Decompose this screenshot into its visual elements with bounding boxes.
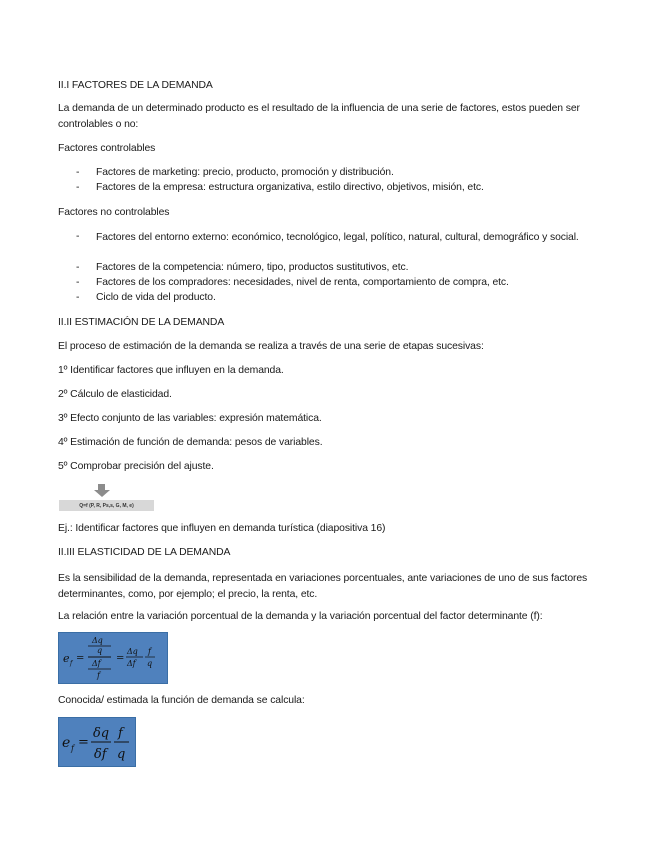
elasticity-derivative-formula-image <box>58 717 136 767</box>
bullet-dash: - <box>76 182 80 193</box>
section-intro-elasticidad: Es la sensibilidad de la demanda, representada en variaciones porcentuales, ante variaciones de uno de sus factores determinantes, como, por ejemplo; el precio, la renta, etc. <box>58 573 588 600</box>
relation-text: La relación entre la variación porcentual de la demanda y la variación porcentual del factor determinante (f): <box>58 611 543 622</box>
known-text: Conocida/ estimada la función de demanda se calcula: <box>58 695 305 706</box>
controllable-heading: Factores controlables <box>58 143 156 154</box>
svg-text:=: = <box>76 653 85 664</box>
svg-text:e: e <box>62 735 71 751</box>
svg-text:Δq: Δq <box>92 636 103 645</box>
step-item: 3º Efecto conjunto de las variables: expresión matemática. <box>58 413 322 424</box>
svg-text:=: = <box>78 735 89 750</box>
example-text: Ej.: Identificar factores que influyen en demanda turística (diapositiva 16) <box>58 523 386 534</box>
svg-text:Δf: Δf <box>127 659 136 668</box>
svg-text:Δf: Δf <box>92 659 101 668</box>
svg-text:δf: δf <box>94 747 107 762</box>
uncontrollable-heading: Factores no controlables <box>58 207 170 218</box>
list-item-text: Factores de marketing: precio, producto, promoción y distribución. <box>96 167 394 178</box>
section-title-factores: II.I FACTORES DE LA DEMANDA <box>58 80 213 91</box>
bullet-dash: - <box>76 231 80 242</box>
svg-text:q: q <box>147 659 153 668</box>
svg-text:q: q <box>97 646 103 655</box>
step-item: 4º Estimación de función de demanda: pesos de variables. <box>58 437 323 448</box>
svg-text:e: e <box>63 652 70 665</box>
bullet-dash: - <box>76 262 80 273</box>
bullet-dash: - <box>76 292 80 303</box>
step-item: 5º Comprobar precisión del ajuste. <box>58 461 214 472</box>
svg-text:f: f <box>118 726 123 741</box>
section-title-elasticidad: II.III ELASTICIDAD DE LA DEMANDA <box>58 547 231 558</box>
svg-text:f: f <box>70 660 73 667</box>
svg-text:q: q <box>117 747 126 762</box>
bullet-dash: - <box>76 167 80 178</box>
list-item-text: Factores del entorno externo: económico, tecnológico, legal, político, natural, cultural, demográfico y social. <box>96 232 579 243</box>
list-item-text: Factores de los compradores: necesidades, nivel de renta, comportamiento de compra, etc. <box>96 277 509 288</box>
list-item-text: Factores de la competencia: número, tipo, productos sustitutivos, etc. <box>96 262 409 273</box>
step-item: 1º Identificar factores que influyen en la demanda. <box>58 365 284 376</box>
svg-text:Δq: Δq <box>127 647 138 656</box>
section-intro-factores: La demanda de un determinado producto es el resultado de la influencia de una serie de factores, estos pueden ser controlables o no: <box>58 103 580 130</box>
svg-text:f: f <box>148 647 151 656</box>
elasticity-formula-image <box>58 632 168 684</box>
bullet-dash: - <box>76 277 80 288</box>
svg-text:f: f <box>71 744 74 753</box>
demand-function-box: Q=f (P, R, Ps,s, G, M, e) <box>59 500 154 511</box>
list-item-text: Ciclo de vida del producto. <box>96 292 216 303</box>
step-item: 2º Cálculo de elasticidad. <box>58 389 172 400</box>
list-item-text: Factores de la empresa: estructura organizativa, estilo directivo, objetivos, misión, etc. <box>96 182 484 193</box>
svg-text:f: f <box>97 671 100 680</box>
svg-text:=: = <box>116 653 125 664</box>
section-title-estimacion: II.II ESTIMACIÓN DE LA DEMANDA <box>58 317 225 328</box>
section-intro-estimacion: El proceso de estimación de la demanda se realiza a través de una serie de etapas sucesivas: <box>58 341 484 352</box>
svg-text:δq: δq <box>93 726 109 741</box>
